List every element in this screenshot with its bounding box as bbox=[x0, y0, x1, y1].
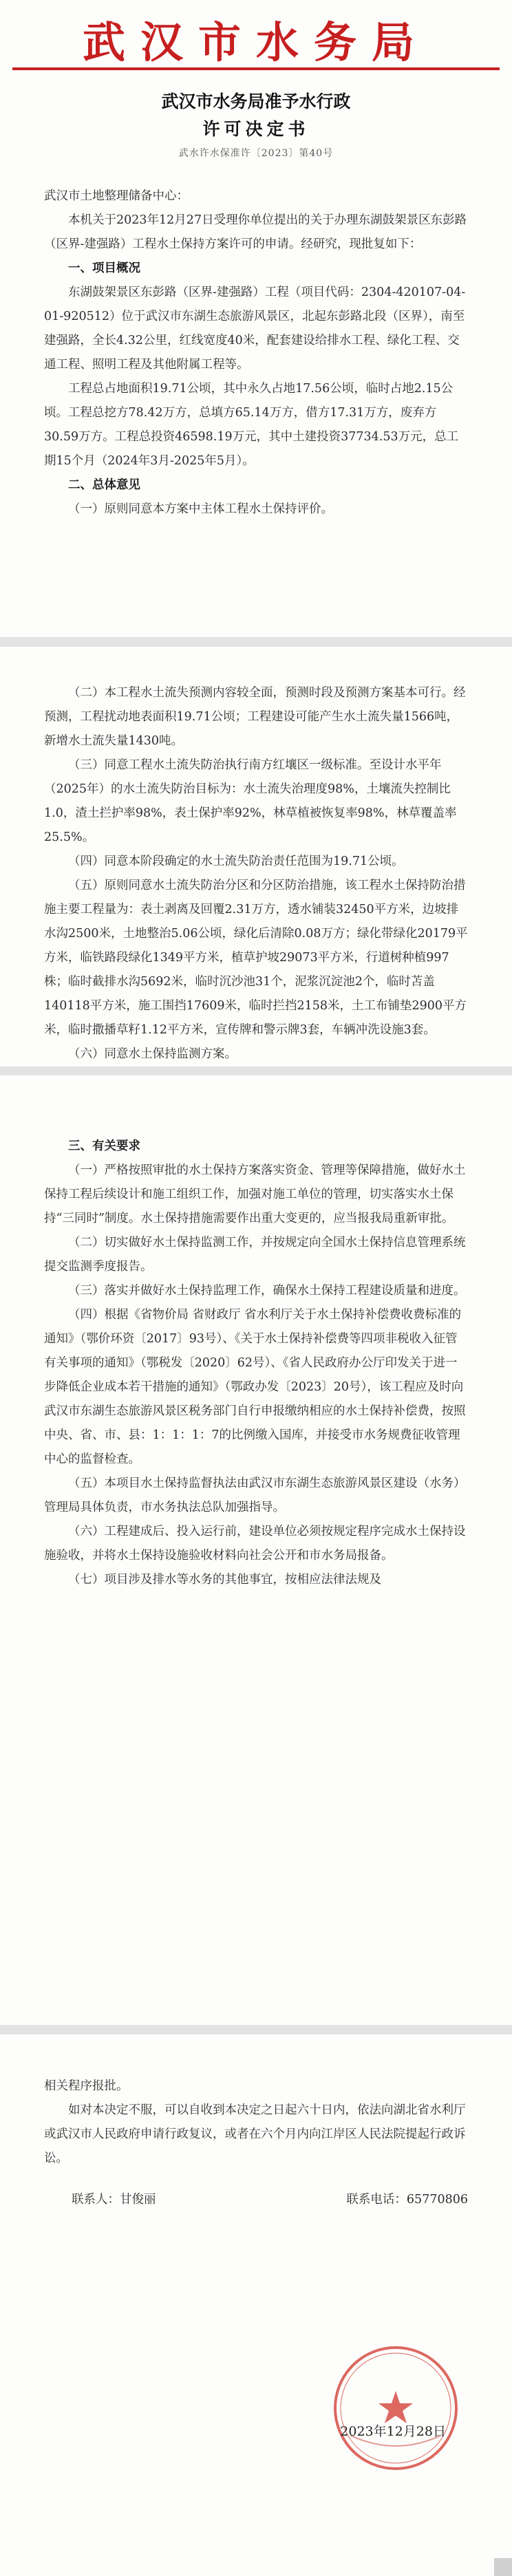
contact-row bbox=[72, 2190, 468, 2207]
opinion-item-5: （五）原则同意水土流失防治分区和分区防治措施，该工程水土保持防治措施主要工程量为：表土剥离及回覆2.31万方，透水铺装32450平方米，边坡排水沟2500米，土地整治5.06公顷，绿化后清除0.08万方；绿化带绿化20179平方米，临铁路段绿化1349平方米，植草护坡29073平方米，行道树种植997株；临时截排水沟5692米，临时沉沙池31个，泥浆沉淀池2个，临时苫盖140118平方米，施工围挡17609米，临时拦挡2158米，土工布铺垫2900平方米，临时撒播草籽1.12平方米，宣传牌和警示牌3套，车辆冲洗设施3套。 bbox=[44, 879, 468, 1037]
appeal-paragraph: 如对本决定不服，可以自收到本决定之日起六十日内，依法向湖北省水利厅或武汉市人民政府申请行政复议，或者在六个月内向江岸区人民法院提起行政诉讼。 bbox=[44, 2103, 466, 2165]
contact-phone: 联系电话：65770806 bbox=[346, 2193, 468, 2207]
page-corner-mark bbox=[494, 2558, 512, 2576]
official-seal-stamp bbox=[330, 2343, 461, 2473]
page2-body bbox=[44, 681, 468, 1066]
section-heading-opinion: 二、总体意见 bbox=[68, 478, 140, 492]
opinion-item-1: （一）原则同意本方案中主体工程水土保持评价。 bbox=[68, 502, 333, 516]
document-page-1 bbox=[0, 0, 512, 637]
contact-person: 联系人：甘俊丽 bbox=[72, 2193, 156, 2207]
document-page-4 bbox=[0, 2035, 512, 2576]
document-number: 武水许水保准许〔2023〕第40号 bbox=[178, 148, 334, 159]
org-banner: 武汉市水务局 bbox=[82, 17, 429, 67]
requirement-item-1: （一）严格按照审批的水土保持方案落实资金、管理等保障措施，做好水土保持工程后续设计和施工组织工作，加强对施工单位的管理，切实落实水土保持“三同时”制度。水土保持措施需要作出重大变更的，应当报我局重新审批。 bbox=[44, 1163, 466, 1225]
requirement-item-3: （三）落实并做好水土保持监理工作，确保水土保持工程建设质量和进度。 bbox=[68, 1284, 466, 1298]
issue-date: 2023年12月28日 bbox=[340, 2424, 446, 2439]
document-page-3 bbox=[0, 1075, 512, 2025]
continuation-text: 相关程序报批。 bbox=[44, 2079, 129, 2093]
page4-body bbox=[44, 2074, 468, 2171]
intro-paragraph: 本机关于2023年12月27日受理你单位提出的关于办理东湖鼓架景区东彭路（区界-建强路）工程水土保持方案许可的申请。经研究，现批复如下： bbox=[44, 213, 467, 251]
overview-paragraph-2: 工程总占地面积19.71公顷，其中永久占地17.56公顷，临时占地2.15公顷。工程总挖方78.42万方，总填方65.14万方，借方17.31万方，废弃方30.59万方。工程总投资46598.19万元，其中土建投资37734.53万元，总工期15个月（2024年3月-2025年5月）。 bbox=[44, 382, 459, 468]
requirement-item-7: （七）项目涉及排水等水务的其他事宜，按相应法律法规及 bbox=[68, 1573, 381, 1587]
banner-divider bbox=[12, 67, 500, 70]
requirement-item-4: （四）根据《省物价局 省财政厅 省水利厅关于水土保持补偿费收费标准的通知》（鄂价环资〔2017〕93号）、《关于水土保持补偿费等四项非税收入征管有关事项的通知》（鄂税发〔2020〕62号）、《省人民政府办公厅印发关于进一步降低企业成本若干措施的通知》（鄂政办发〔2023〕20号），该工程应及时向武汉市东湖生态旅游风景区税务部门自行申报缴纳相应的水土保持补偿费，按照中央、省、市、县：1：1：1：7的比例缴入国库，并接受市水务规费征收管理中心的监督检查。 bbox=[44, 1308, 466, 1466]
addressee: 武汉市土地整理储备中心： bbox=[44, 189, 189, 203]
section-heading-requirements: 三、有关要求 bbox=[68, 1139, 140, 1153]
page3-body bbox=[44, 1135, 468, 1592]
requirement-item-6: （六）工程建成后、投入运行前，建设单位必须按规定程序完成水土保持设施验收，并将水土保持设施验收材料向社会公开和市水务局报备。 bbox=[44, 1525, 466, 1563]
page1-body bbox=[44, 184, 468, 522]
opinion-item-4: （四）同意本阶段确定的水土流失防治责任范围为19.71公顷。 bbox=[68, 855, 404, 868]
opinion-item-2: （二）本工程水土流失预测内容较全面，预测时段及预测方案基本可行。经预测，工程扰动地表面积19.71公顷；工程建设可能产生水土流失量1566吨，新增水土流失量1430吨。 bbox=[44, 686, 466, 748]
requirement-item-2: （二）切实做好水土保持监测工作，并按规定向全国水土保持信息管理系统提交监测季度报告。 bbox=[44, 1236, 466, 1274]
opinion-item-3: （三）同意工程水土流失防治执行南方红壤区一级标准。至设计水平年（2025年）的水土流失防治目标为：水土流失治理度98%，土壤流失控制比1.0，渣土拦护率98%，表土保护率92%，林草植被恢复率98%，林草覆盖率25.5%。 bbox=[44, 758, 457, 844]
document-title-line1: 武汉市水务局准予水行政 bbox=[161, 92, 351, 111]
section-heading-overview: 一、项目概况 bbox=[68, 261, 140, 275]
document-title-line2: 许可决定书 bbox=[202, 119, 310, 139]
requirement-item-5: （五）本项目水土保持监督执法由武汉市东湖生态旅游风景区建设（水务）管理局具体负责，市水务执法总队加强指导。 bbox=[44, 1477, 466, 1514]
overview-paragraph-1: 东湖鼓架景区东彭路（区界-建强路）工程（项目代码：2304-420107-04-01-920512）位于武汉市东湖生态旅游风景区，北起东彭路北段（区界），南至建强路，全长4.32公里，红线宽度40米，配套建设给排水工程、绿化工程、交通工程、照明工程及其他附属工程等。 bbox=[44, 286, 466, 372]
document-page-2 bbox=[0, 647, 512, 1066]
opinion-item-6: （六）同意水土保持监测方案。 bbox=[68, 1047, 237, 1061]
